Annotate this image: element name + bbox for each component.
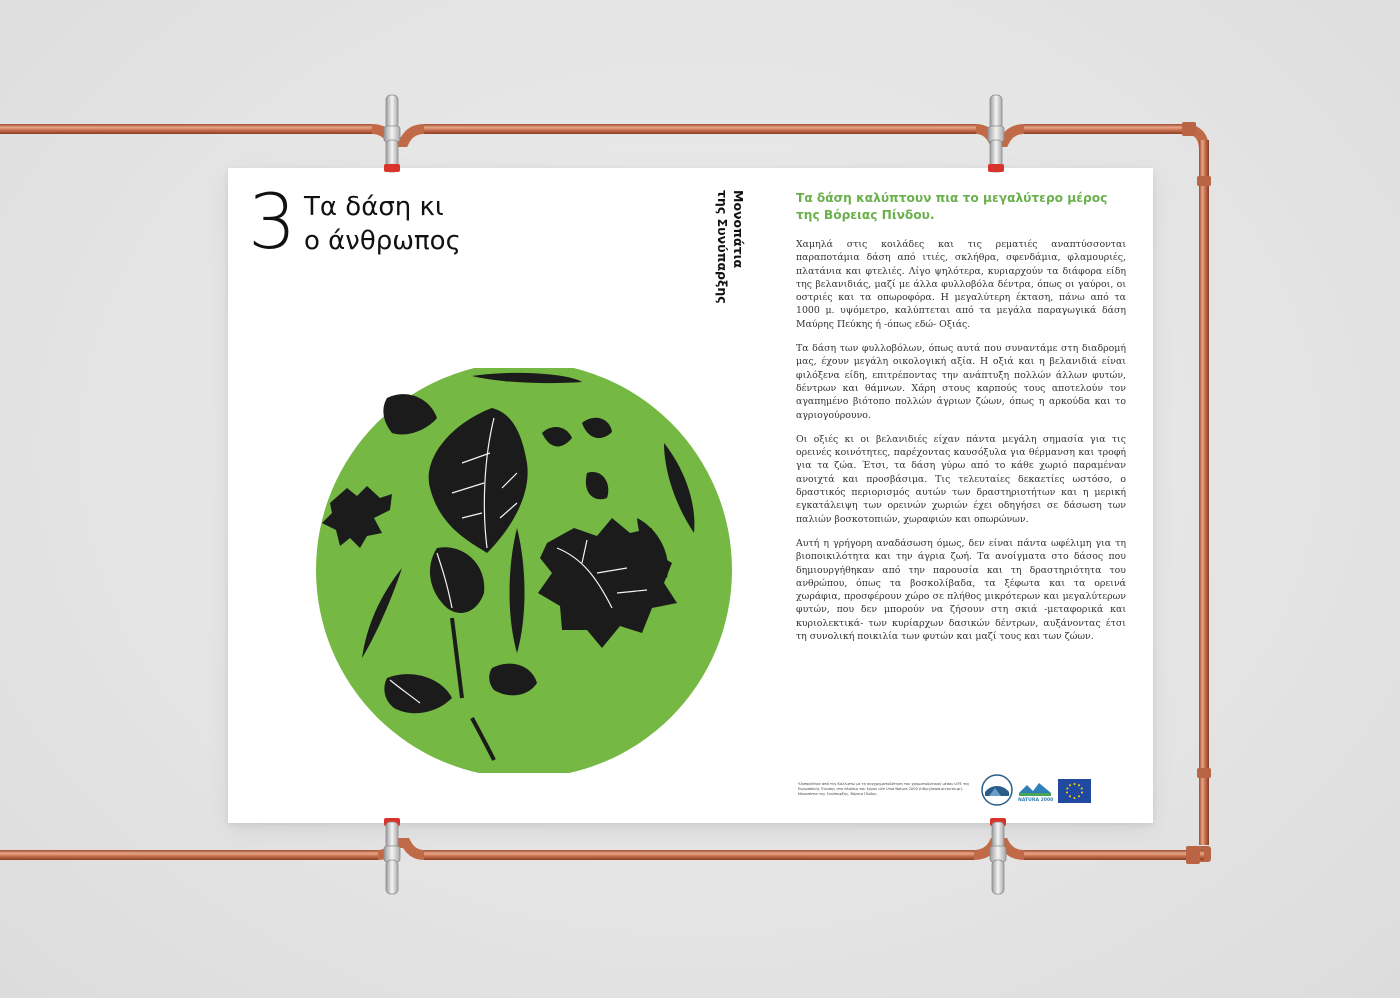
spring-clamp-icon: [384, 95, 400, 172]
bottom-pipe: [0, 843, 1204, 864]
lead-paragraph: Τα δάση καλύπτουν πια το μεγαλύτερο μέρος της Βόρειας Πίνδου.: [796, 191, 1108, 222]
poster-number: 3: [248, 177, 297, 266]
poster-title-line1: Τα δάση κι: [304, 192, 444, 222]
vertical-title-line1: Μονοπάτια: [731, 190, 746, 269]
body-paragraph: Χαμηλά στις κοιλάδες και τις ρεματιές αναπτύσσονται παραποτάμια δάση από ιτιές, σκλήθρα, σφενδάμια, φλαμουριές, πλατάνια και φτελιές. Λίγο ψηλότερα, κυριαρχούν τα διάφορα είδη της βελανιδιάς, μαζί με άλλα φυλλοβόλα δέντρα, όπως οι γαύροι, οι οστριές και τα οπωροφόρα. Η μεγαλύτερη έκταση, πάνω από τα 1000 μ. υψόμετρο, καλύπτεται από τα μεγάλα παραγωγικά δάση Μαύρης Πεύκης ή -όπως εδώ- Οξιάς.: [796, 239, 1126, 330]
spring-clamp-icon: [990, 818, 1006, 894]
spring-clamp-icon: [384, 818, 400, 894]
natura-2000-text: NATURA 2000: [1018, 798, 1054, 803]
body-paragraph: Οι οξιές κι οι βελανιδιές είχαν πάντα μεγάλη σημασία για τις ορεινές κοινότητες, παρέχοντας καυσόξυλα για θέρμανση και τροφή για τα ζώα. Έτσι, τα δάση γύρω από το κάθε χωριό παραμέναν ανοιχτά και προσβάσιμα. Τις τελευταίες δεκαετίες ωστόσο, ο δραστικός περιορισμός αυτών των δραστηριοτήτων και η μερική εγκατάλειψη των ορεινών χωριών έχει οδηγήσει σε δάσωση των παλιών βοσκοτοπιών, χωραφιών και οπωρώνων.: [796, 433, 1126, 525]
spring-clamp-icon: [988, 95, 1004, 172]
body-paragraph: Τα δάση των φυλλοβόλων, όπως αυτά που συναντάμε στη διαδρομή μας, έχουν μεγάλη οικολογική αξία. Η οξιά και η βελανιδιά είναι φιλόξενα είδη, επιτρέποντας την ανάπτυξη πολλών άλλων φυτών, δέντρων και θάμνων. Χάρη στους καρπούς τους αποτελούν τον αγαπημένο βιότοπο πολλών άγριων ζώων, όπως η αρκούδα και το αγριογούρουνο.: [796, 343, 1126, 421]
vertical-title-line2: της Συνύπαρξης: [715, 190, 730, 304]
credits-text: Υλοποιήθηκε από την Καλλιστώ με τη συγχρηματοδότηση του χρηματοδοτικού μέσου LIFE της Ευρωπαϊκής Ένωσης στο πλαίσιο του έργου Life Ursa Natura 2000 (http://www.arcturos.gr). Μονοπάτια της Συνύπαρξης, Βόρεια Πίνδος.: [798, 782, 970, 796]
body-paragraph: Αυτή η γρήγορη αναδάσωση όμως, δεν είναι πάντα ωφέλιμη για τη βιοποικιλότητα και την άγρια ζωή. Τα ανοίγματα στο δάσος που δημιουργήθηκαν από την παρουσία και τη δραστηριότητα του ανθρώπου, όπως τα βοσκολίβαδα, τα ξέφωτα και τα ορεινά χωράφια, προσφέρουν χώρο σε πλήθος μικρότερων και μεγαλύτερων φυτών, που δεν μπορούν να ζήσουν στη σκιά -μεταφορικά και κυριολεκτικά- των κυρίαρχων δασικών δέντρων, αυξάνοντας έτσι τη συνολική ποικιλία των φυτών και μαζί τους και των ζώων.: [796, 537, 1126, 643]
poster-title-line2: ο άνθρωπος: [304, 226, 461, 256]
